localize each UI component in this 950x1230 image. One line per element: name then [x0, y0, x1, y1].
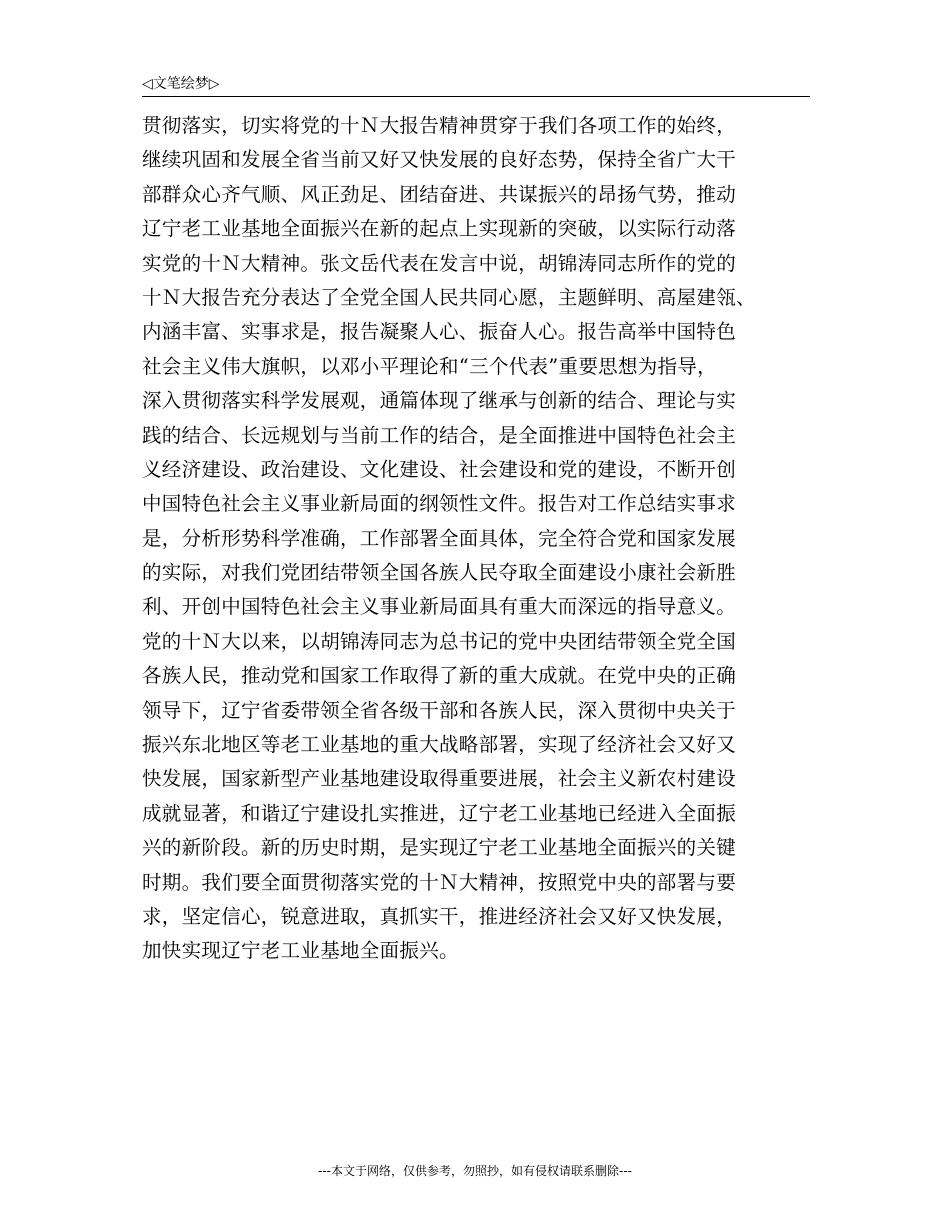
body-line: 求，坚定信心，锐意进取，真抓实干，推进经济社会又好又快发展，	[142, 904, 737, 928]
body-line: 兴的新阶段。新的历史时期，是实现辽宁老工业基地全面振兴的关键	[142, 836, 737, 860]
document-body	[142, 109, 810, 969]
body-line: 领导下，辽宁省委带领全省各级干部和各族人民，深入贯彻中央关于	[142, 698, 737, 722]
body-line: 的实际，对我们党团结带领全国各族人民夺取全面建设小康社会新胜	[142, 561, 737, 585]
body-line: 深入贯彻落实科学发展观，通篇体现了继承与创新的结合、理论与实	[142, 389, 737, 413]
body-line: 中国特色社会主义事业新局面的纲领性文件。报告对工作总结实事求	[142, 492, 737, 516]
body-line: 利、开创中国特色社会主义事业新局面具有重大而深远的指导意义。	[142, 595, 737, 619]
body-line: 义经济建设、政治建设、文化建设、社会建设和党的建设，不断开创	[142, 457, 737, 481]
body-line: 实党的十Ｎ大精神。张文岳代表在发言中说，胡锦涛同志所作的党的	[142, 251, 737, 275]
body-line: 各族人民，推动党和国家工作取得了新的重大成就。在党中央的正确	[142, 664, 737, 688]
body-line: 贯彻落实，切实将党的十Ｎ大报告精神贯穿于我们各项工作的始终，	[142, 114, 737, 137]
page-header	[142, 74, 810, 97]
page-footer-disclaimer: ---本文于网络，仅供参考，勿照抄，如有侵权请联系删除---	[318, 1164, 632, 1178]
body-line: 践的结合、长远规划与当前工作的结合，是全面推进中国特色社会主	[142, 423, 737, 447]
body-line: 辽宁老工业基地全面振兴在新的起点上实现新的突破，以实际行动落	[142, 217, 737, 241]
body-line: 党的十Ｎ大以来，以胡锦涛同志为总书记的党中央团结带领全党全国	[142, 629, 737, 653]
body-line: 振兴东北地区等老工业基地的重大战略部署，实现了经济社会又好又	[142, 733, 737, 757]
body-line: 内涵丰富、实事求是，报告凝聚人心、振奋人心。报告高举中国特色	[142, 320, 737, 344]
body-line: 快发展，国家新型产业基地建设取得重要进展，社会主义新农村建设	[142, 767, 737, 791]
body-line: 成就显著，和谐辽宁建设扎实推进，辽宁老工业基地已经进入全面振	[142, 801, 737, 825]
body-line: 继续巩固和发展全省当前又好又快发展的良好态势，保持全省广大干	[142, 148, 737, 172]
body-line: 部群众心齐气顺、风正劲足、团结奋进、共谋振兴的昂扬气势，推动	[142, 182, 737, 206]
body-line: 是，分析形势科学准确，工作部署全面具体，完全符合党和国家发展	[142, 526, 737, 550]
body-line: 时期。我们要全面贯彻落实党的十Ｎ大精神，按照党中央的部署与要	[142, 870, 737, 894]
header-title: ◁文笔绘梦▷	[142, 76, 220, 92]
body-line: 加快实现辽宁老工业基地全面振兴。	[142, 939, 459, 963]
body-line: 社会主义伟大旗帜，以邓小平理论和“三个代表”重要思想为指导，	[142, 354, 717, 378]
body-line: 十Ｎ大报告充分表达了全党全国人民共同心愿，主题鲜明、高屋建瓴、	[142, 285, 756, 309]
